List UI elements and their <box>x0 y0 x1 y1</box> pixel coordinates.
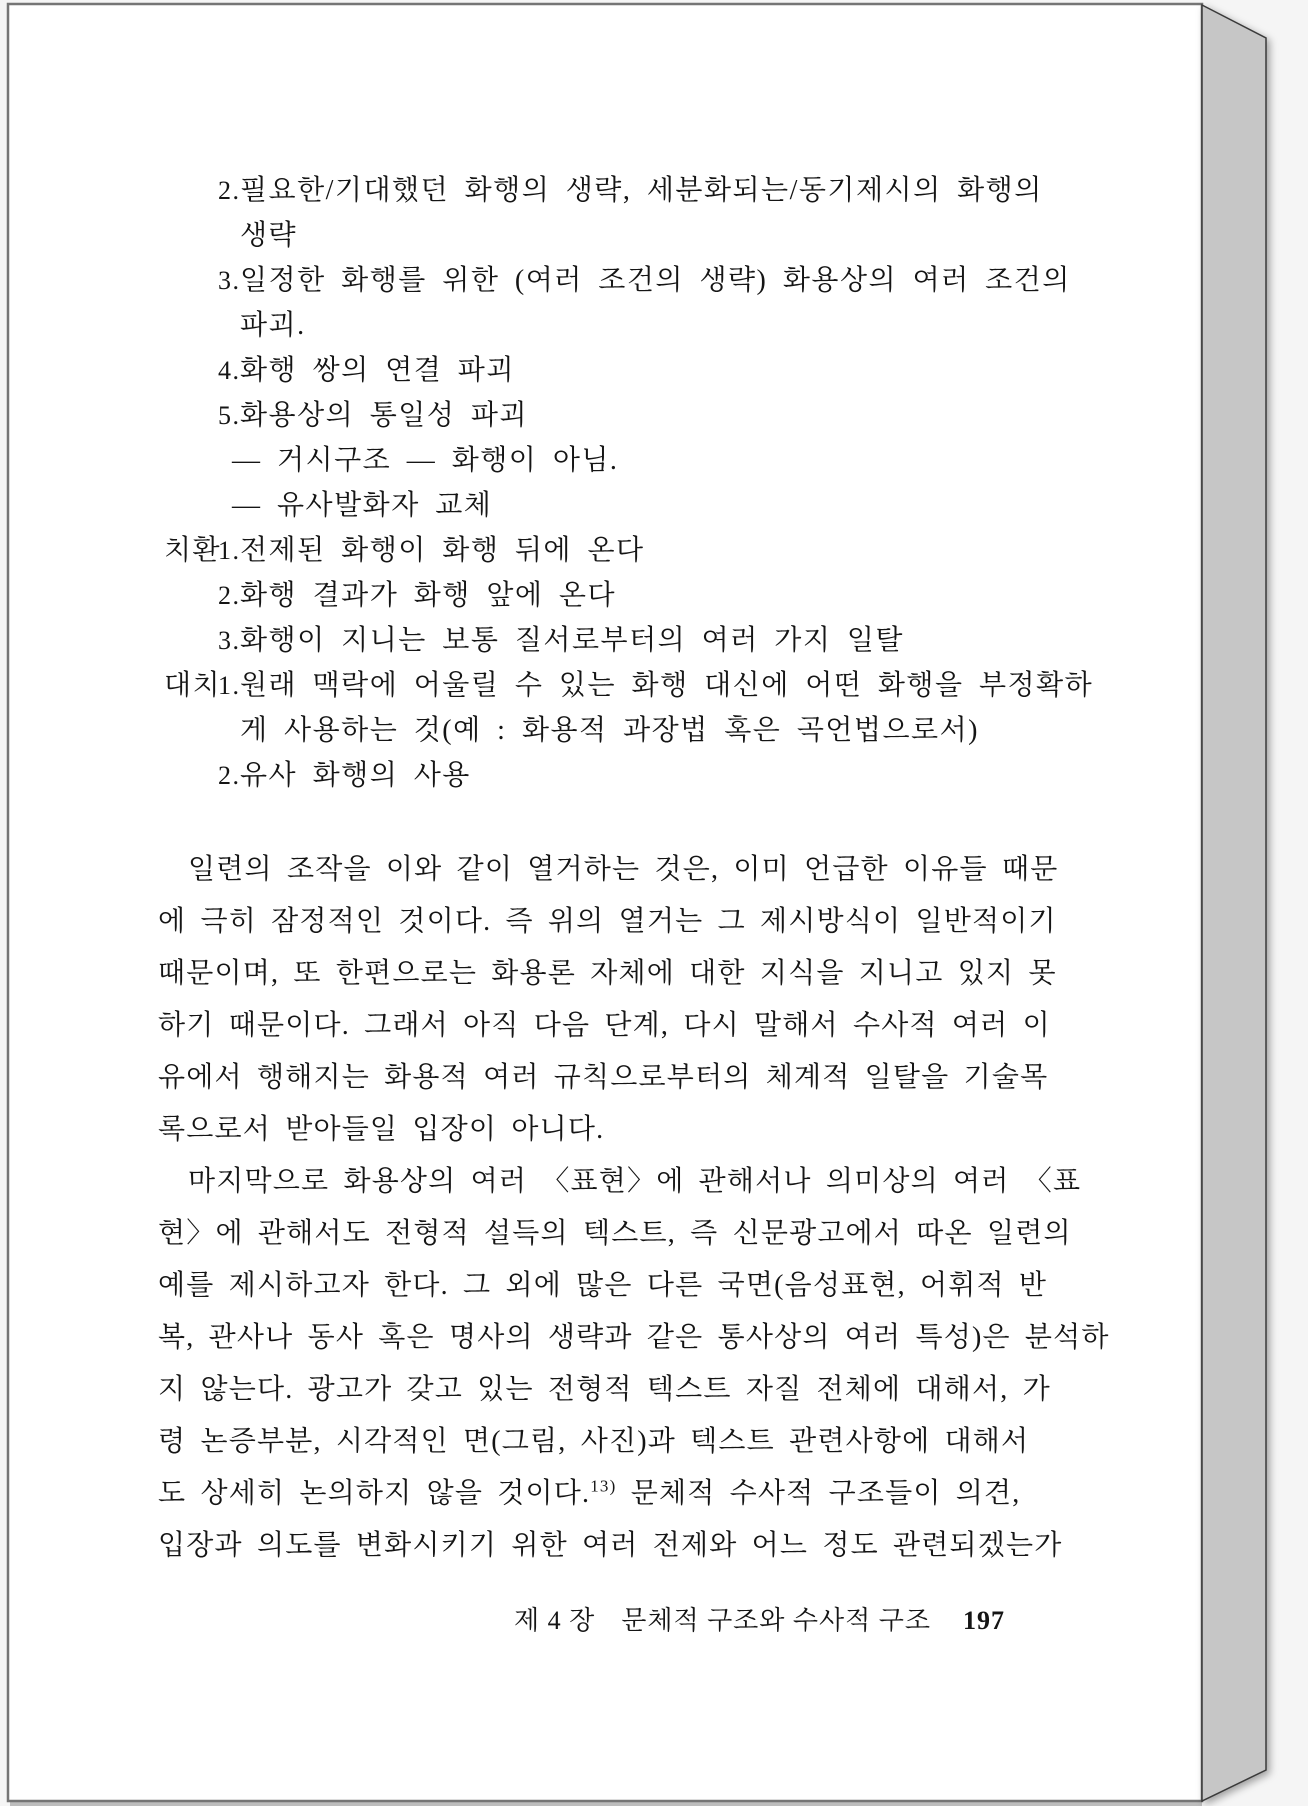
paragraph-line: 지 않는다. 광고가 갖고 있는 전형적 텍스트 자질 전체에 대해서, 가 <box>158 1374 1051 1405</box>
item-text: 화행 결과가 화행 앞에 온다 <box>240 580 617 611</box>
outline-list <box>8 168 1108 798</box>
paragraph-line-with-footnote <box>158 1468 1058 1520</box>
paragraph-line: 하기 때문이다. 그래서 아직 다음 단계, 다시 말해서 수사적 여러 이 <box>158 1010 1051 1041</box>
paragraph-line: 령 논증부분, 시각적인 면(그림, 사진)과 텍스트 관련사항에 대해서 <box>158 1426 1030 1457</box>
paragraph-line: 에 극히 잠정적인 것이다. 즉 위의 열거는 그 제시방식이 일반적이기 <box>158 906 1057 937</box>
paragraph-line: 입장과 의도를 변화시키기 위한 여러 전제와 어느 정도 관련되겠는가 <box>158 1530 1063 1561</box>
list-line <box>8 168 1108 213</box>
item-number: 2. <box>218 176 241 205</box>
item-continuation: 파괴. <box>240 310 306 341</box>
list-line <box>8 753 1108 798</box>
item-number: 3. <box>218 626 241 655</box>
line-text: 도 상세히 논의하지 않을 것이다. <box>158 1478 591 1509</box>
item-number: 2. <box>218 761 241 790</box>
line-text: 문체적 수사적 구조들이 의견, <box>616 1478 1021 1509</box>
item-text: 화행이 지니는 보통 질서로부터의 여러 가지 일탈 <box>240 625 904 656</box>
list-line <box>8 528 1108 573</box>
paragraph-line: 마지막으로 화용상의 여러 〈표현〉에 관해서나 의미상의 여러 〈표 <box>188 1166 1082 1197</box>
page-number: 197 <box>963 1606 1005 1635</box>
paragraph-line: 현〉에 관해서도 전형적 설득의 텍스트, 즉 신문광고에서 따온 일련의 <box>158 1218 1072 1249</box>
item-number: 4. <box>218 356 241 385</box>
paragraph-line: 복, 관사나 동사 혹은 명사의 생략과 같은 통사상의 여러 특성)은 분석하 <box>158 1322 1110 1353</box>
dash-item: — 거시구조 — 화행이 아님. <box>232 445 619 476</box>
item-text: 원래 맥락에 어울릴 수 있는 화행 대신에 어떤 화행을 부정확하 <box>240 670 1094 701</box>
item-number: 5. <box>218 401 241 430</box>
footnote-marker: 13) <box>590 1476 617 1496</box>
paragraph-line: 때문이며, 또 한편으로는 화용론 자체에 대한 지식을 지니고 있지 못 <box>158 958 1057 989</box>
item-continuation: 생략 <box>240 220 298 251</box>
paragraph-line: 록으로서 받아들일 입장이 아니다. <box>158 1114 605 1145</box>
item-number: 1. <box>218 536 241 565</box>
paragraph-line: 일련의 조작을 이와 같이 열거하는 것은, 이미 언급한 이유들 때문 <box>188 854 1059 885</box>
item-continuation: 게 사용하는 것(예 : 화용적 과장법 혹은 곡언법으로서) <box>240 715 979 746</box>
list-line <box>8 213 1108 258</box>
item-number: 3. <box>218 266 241 295</box>
group-label: 대치 <box>164 670 222 701</box>
list-line <box>8 348 1108 393</box>
paragraph-line: 유에서 행해지는 화용적 여러 규칙으로부터의 체계적 일탈을 기술목 <box>158 1062 1049 1093</box>
item-text: 화행 쌍의 연결 파괴 <box>240 355 515 386</box>
paragraph-line: 예를 제시하고자 한다. 그 외에 많은 다른 국면(음성표현, 어휘적 반 <box>158 1270 1048 1301</box>
dash-item: — 유사발화자 교체 <box>232 490 493 521</box>
page-footer <box>514 1598 1005 1643</box>
list-line <box>8 303 1108 348</box>
item-text: 전제된 화행이 화행 뒤에 온다 <box>240 535 645 566</box>
item-text: 화용상의 통일성 파괴 <box>240 400 528 431</box>
item-text: 일정한 화행를 위한 (여러 조건의 생략) 화용상의 여러 조건의 <box>240 265 1071 296</box>
list-line <box>8 573 1108 618</box>
item-text: 필요한/기대했던 화행의 생략, 세분화되는/동기제시의 화행의 <box>240 175 1043 206</box>
book-page <box>8 4 1202 1801</box>
list-line <box>8 483 1108 528</box>
chapter-title: 문체적 구조와 수사적 구조 <box>621 1606 931 1635</box>
list-line <box>8 393 1108 438</box>
list-line <box>8 618 1108 663</box>
item-number: 2. <box>218 581 241 610</box>
list-line <box>8 438 1108 483</box>
group-label: 치환 <box>164 535 222 566</box>
item-number: 1. <box>218 671 241 700</box>
list-line <box>8 663 1108 708</box>
list-line <box>8 708 1108 753</box>
book-right-edge <box>1202 5 1266 1801</box>
chapter-label: 제 4 장 <box>513 1606 596 1635</box>
body-text <box>158 844 1110 1572</box>
list-line <box>8 258 1108 303</box>
item-text: 유사 화행의 사용 <box>240 760 471 791</box>
